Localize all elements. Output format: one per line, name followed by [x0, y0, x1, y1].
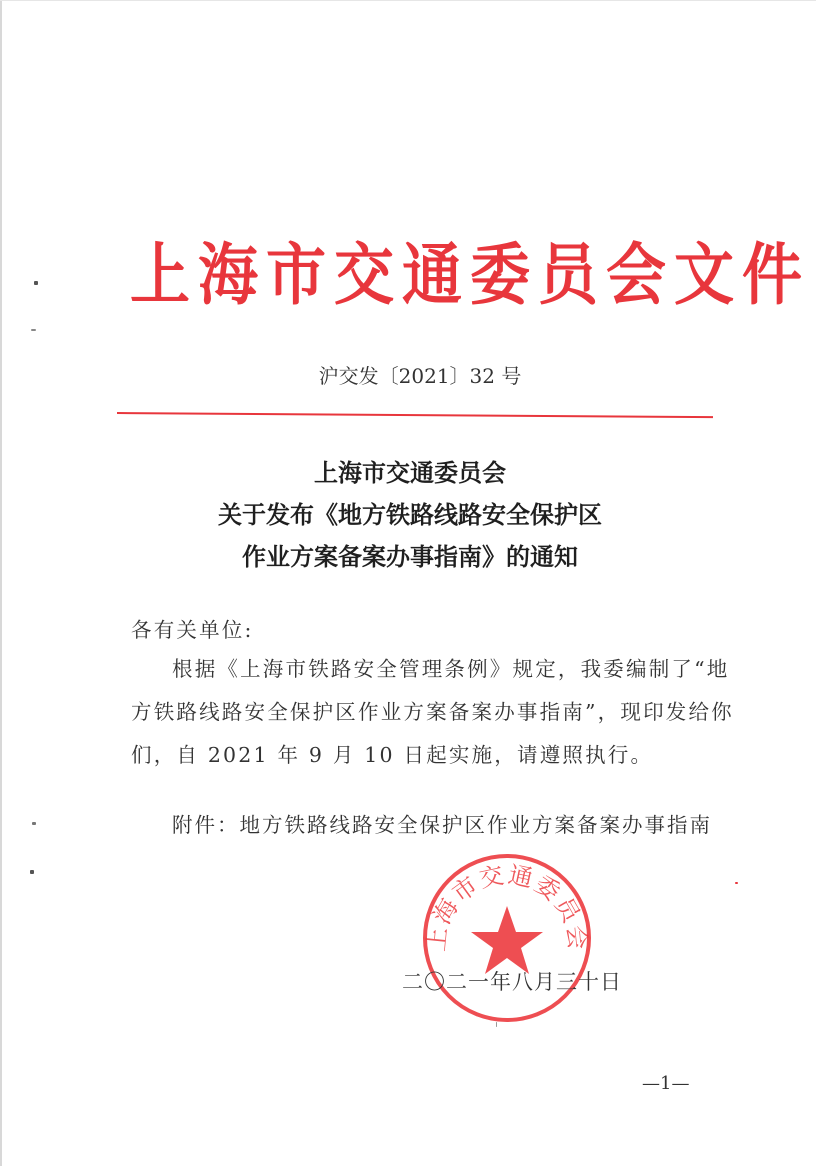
scan-speck [32, 822, 36, 825]
scan-speck [735, 882, 738, 884]
scan-speck [31, 329, 36, 331]
document-masthead: 上海市交通委员会文件 [130, 236, 810, 315]
page-edge-top [0, 0, 816, 1]
scan-speck [34, 281, 38, 285]
attachment-note: 附件：地方铁路线路安全保护区作业方案备案办事指南 [172, 813, 712, 837]
document-number: 沪交发〔2021〕32 号 [318, 364, 522, 388]
title-line: 上海市交通委员会 [314, 459, 506, 487]
body-line: 方铁路线路安全保护区作业方案备案办事指南”，现印发给你 [131, 700, 734, 724]
issue-date: 二〇二一年八月三十日 [402, 970, 622, 994]
salutation: 各有关单位: [131, 618, 254, 642]
body-line: 们，自 2021 年 9 月 10 日起实施，请遵照执行。 [131, 743, 654, 767]
svg-text:上海市交通委员会: 上海市交通委员会 [422, 860, 592, 953]
body-line: 根据《上海市铁路安全管理条例》规定，我委编制了“地 [172, 657, 730, 681]
official-seal [421, 852, 593, 1024]
star-icon [471, 906, 543, 974]
scan-speck [30, 870, 34, 874]
page-edge-left [0, 0, 2, 1166]
red-divider-rule [117, 412, 713, 418]
page-number: —1— [642, 1073, 690, 1094]
title-line: 作业方案备案办事指南》的通知 [242, 543, 578, 571]
document-title [150, 452, 670, 578]
title-line: 关于发布《地方铁路线路安全保护区 [218, 501, 602, 529]
